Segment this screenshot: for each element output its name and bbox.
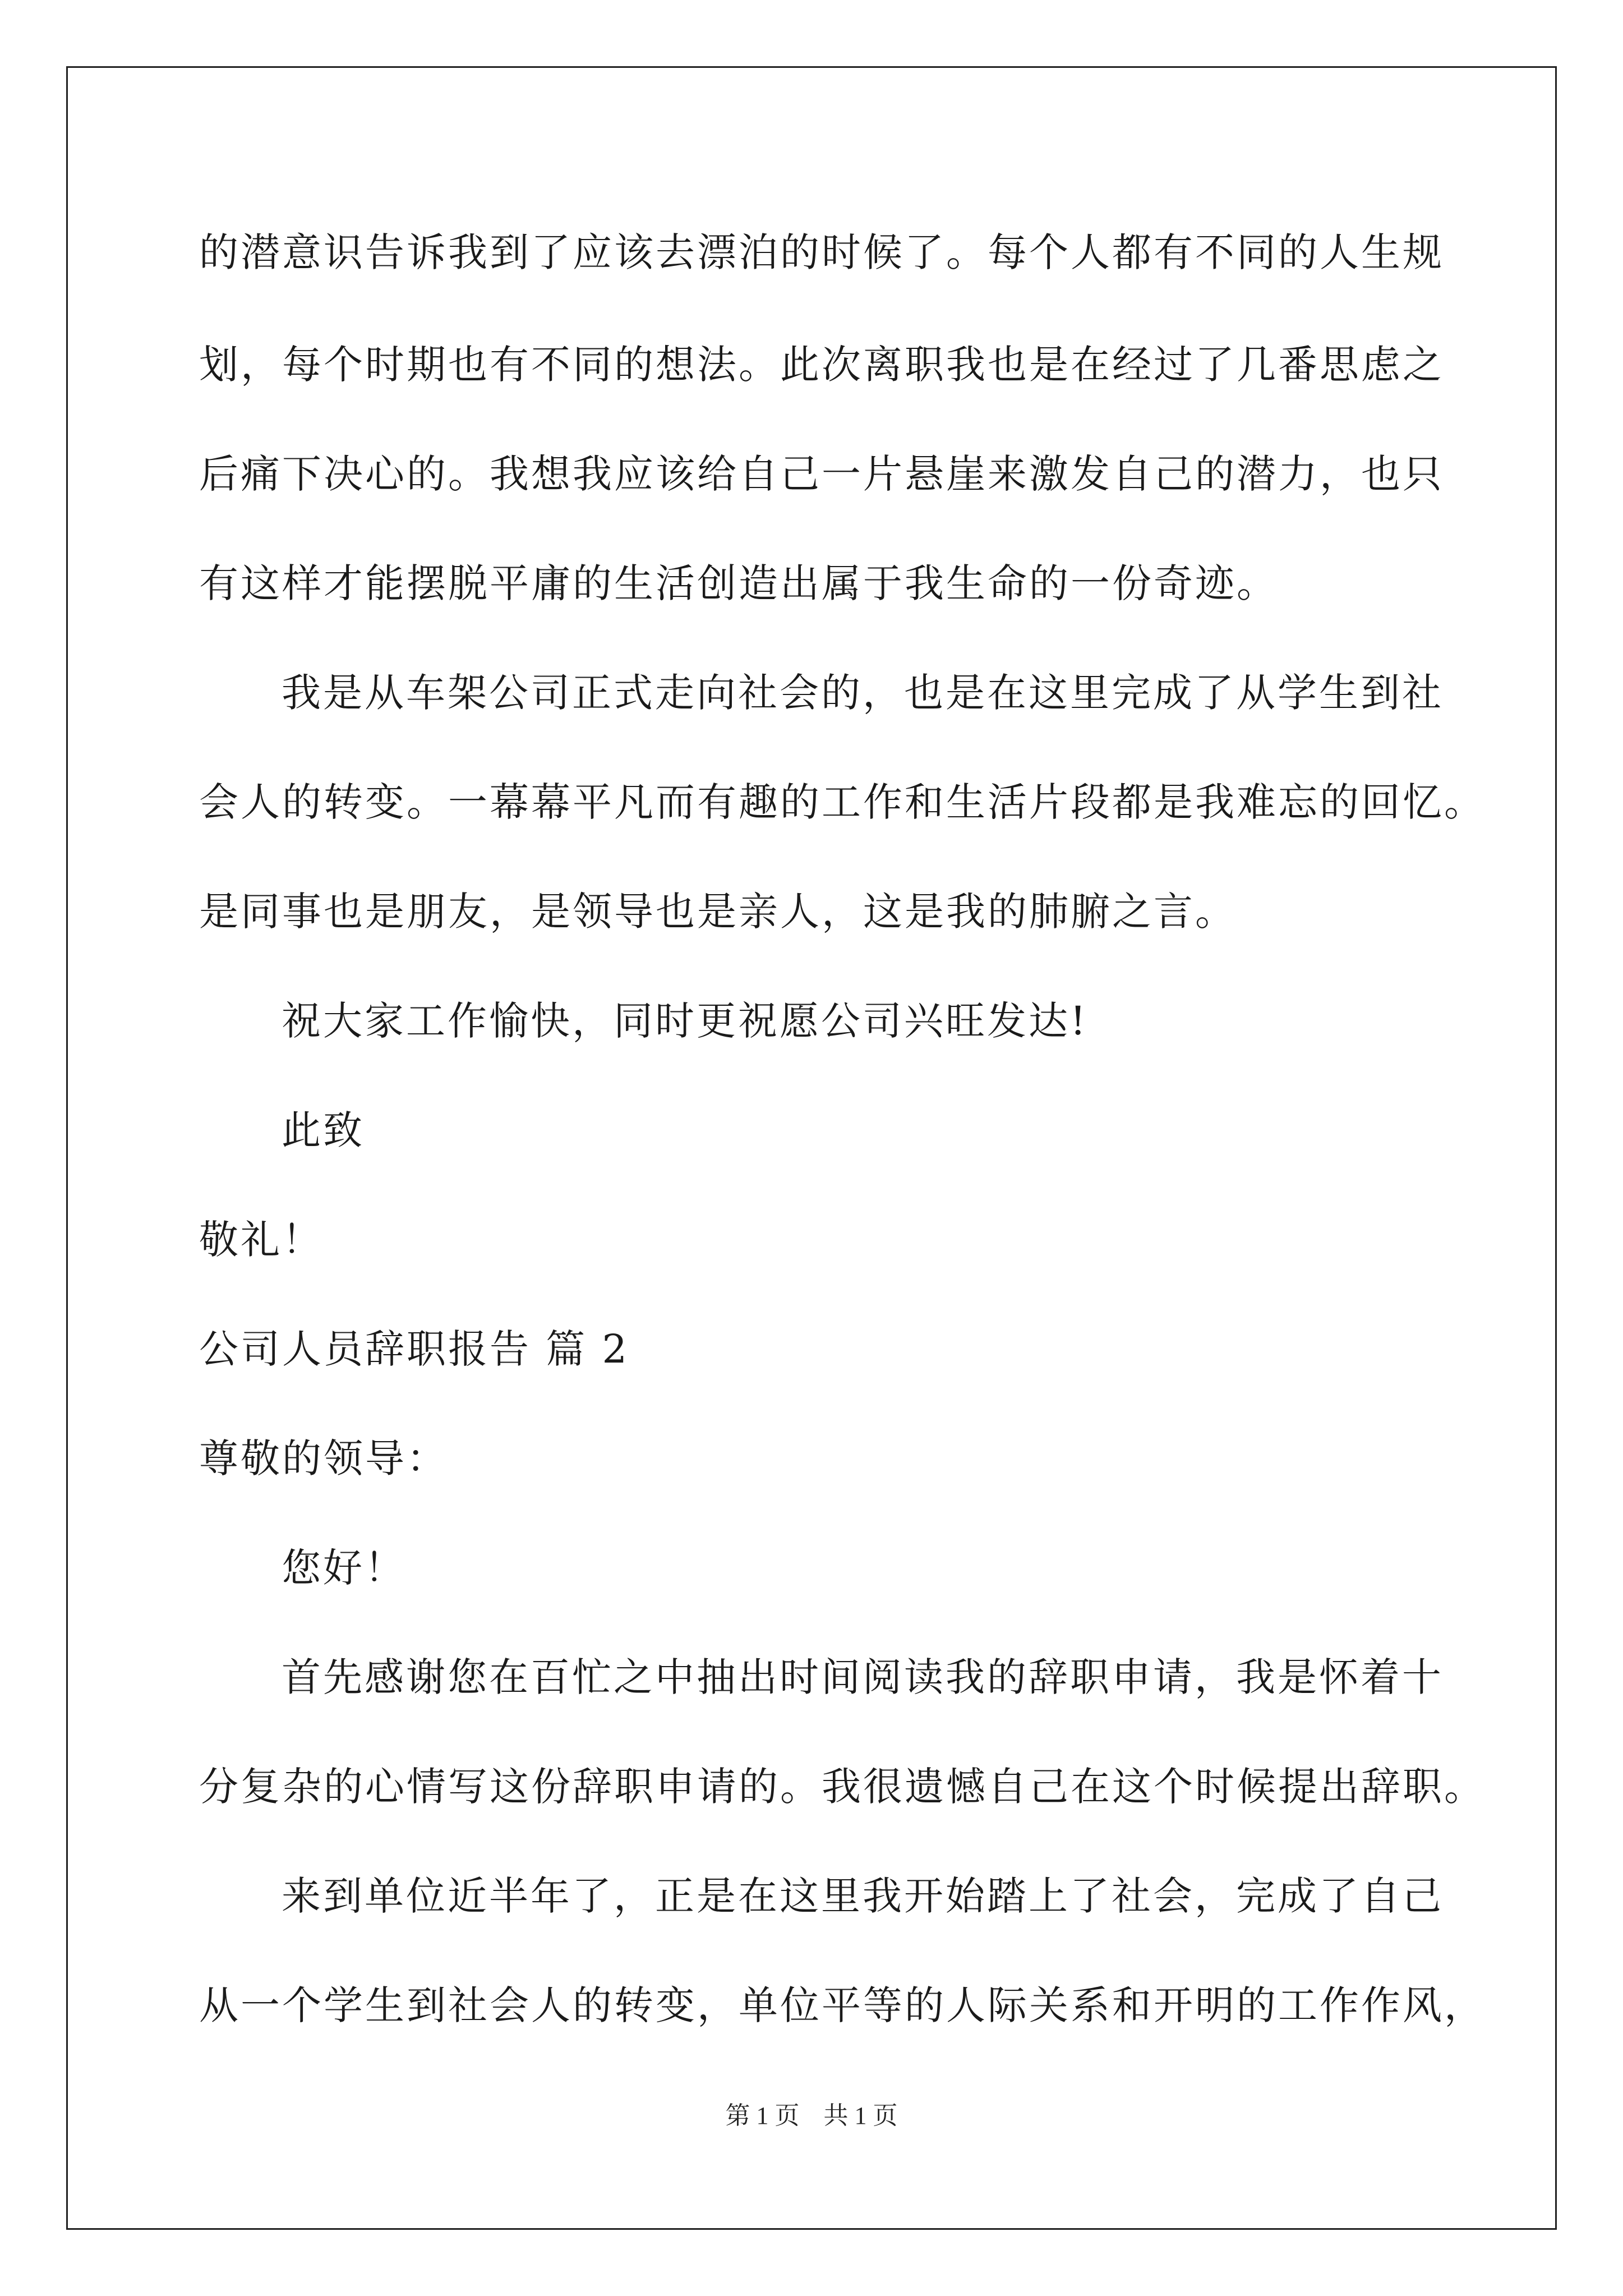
- body-line-3: 后痛下决心的。我想我应该给自己一片悬崖来激发自己的潜力，也只: [199, 451, 1444, 497]
- page-number: 第 1 页: [725, 2102, 800, 2129]
- body-line-17: 从一个学生到社会人的转变，单位平等的人际关系和开明的工作作风，: [199, 1982, 1486, 2028]
- body-line-16: 来到单位近半年了，正是在这里我开始踏上了社会，完成了自己: [282, 1873, 1444, 1919]
- body-line-2: 划，每个时期也有不同的想法。此次离职我也是在经过了几番思虑之: [199, 342, 1444, 388]
- body-line-14: 首先感谢您在百忙之中抽出时间阅读我的辞职申请，我是怀着十: [282, 1654, 1444, 1700]
- body-line-15: 分复杂的心情写这份辞职申请的。我很遗憾自己在这个时候提出辞职。: [199, 1764, 1486, 1810]
- closing-salutation: 此致: [282, 1107, 365, 1153]
- body-line-5: 我是从车架公司正式走向社会的，也是在这里完成了从学生到社: [282, 670, 1444, 716]
- body-line-6: 会人的转变。一幕幕平凡而有趣的工作和生活片段都是我难忘的回忆。: [199, 779, 1486, 825]
- body-line-4: 有这样才能摆脱平庸的生活创造出属于我生命的一份奇迹。: [199, 560, 1278, 606]
- body-line-8: 祝大家工作愉快，同时更祝愿公司兴旺发达!: [282, 998, 1089, 1044]
- closing-regards: 敬礼！: [199, 1217, 324, 1263]
- body-line-1: 的潜意识告诉我到了应该去漂泊的时候了。每个人都有不同的人生规: [199, 229, 1444, 275]
- page-footer: [0, 2095, 1623, 2131]
- page-total: 共 1 页: [823, 2102, 898, 2129]
- greeting-line: 尊敬的领导：: [199, 1435, 448, 1481]
- greeting-hello: 您好！: [282, 1545, 406, 1591]
- body-line-7: 是同事也是朋友，是领导也是亲人，这是我的肺腑之言。: [199, 889, 1237, 935]
- section-title: 公司人员辞职报告 篇 2: [199, 1326, 630, 1372]
